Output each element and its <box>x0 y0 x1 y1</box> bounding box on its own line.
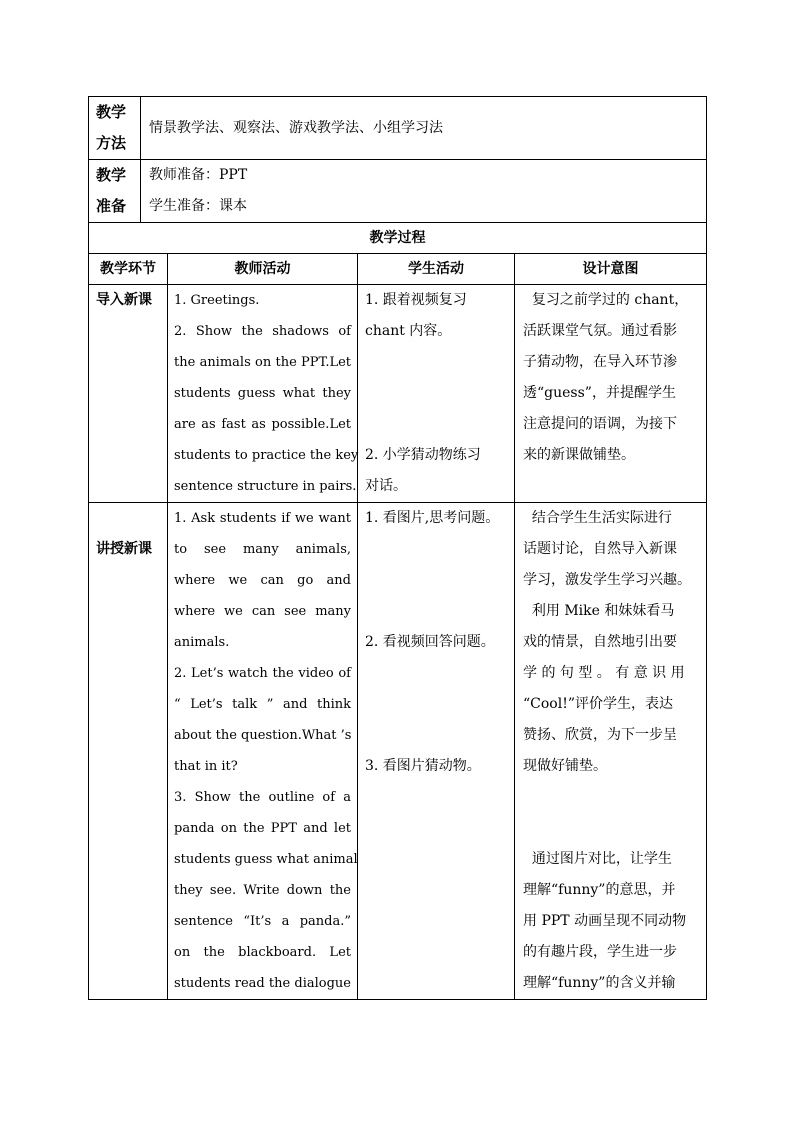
prep-value <box>141 160 707 223</box>
table-row <box>89 503 707 1000</box>
table-row <box>89 285 707 503</box>
teacher-activity-cell: 1. Greetings. 2. Show the shadows of the animals on the PPT.Let students guess what they are as fast as possible.Let students to practice the key sentence structure in pairs. <box>168 285 358 503</box>
process-title-row <box>89 223 707 254</box>
col-teacher-header: 教师活动 <box>168 254 358 285</box>
prep-label: 教学 准备 <box>89 160 141 223</box>
col-stage-header: 教学环节 <box>89 254 168 285</box>
process-title: 教学过程 <box>89 223 707 254</box>
col-design-header: 设计意图 <box>515 254 707 285</box>
method-row <box>89 97 707 160</box>
design-intent-cell: 结合学生生活实际进行 话题讨论，自然导入新课 学习，激发学生学习兴趣。 利用 Mike 和妹妹看马 戏的情景，自然地引出要 学 的 句 型 。 有 意 识 用 “Cool!”评价学生，表达 赞扬、欣赏，为下一步呈 现做好铺垫。 通过图片对比，让学生 理解“funny”的意思，并 用 PPT 动画呈现不同动物 的有趣片段，学生进一步 理解“funny”的含义并输 <box>515 503 707 1000</box>
design-intent-cell: 复习之前学过的 chant， 活跃课堂气氛。通过看影 子猜动物，在导入环节渗 透“guess”，并提醒学生 注意提问的语调，为接下 来的新课做铺垫。 <box>515 285 707 503</box>
student-activity-cell: 1. 看图片,思考问题。 2. 看视频回答问题。 3. 看图片猜动物。 <box>358 503 515 1000</box>
prep-student: 学生准备：课本 <box>149 198 247 214</box>
teacher-activity-cell: 1. Ask students if we want to see many animals, where we can go and where we can see many animals. 2. Let’s watch the video of “ Let’s talk ” and think about the question.What ’s that in it? 3. Show the outline of a panda on the PPT and let students guess what animal they see. Write down the sentence “It’s a panda.” on the blackboard. Let students read the dialogue <box>168 503 358 1000</box>
prep-teacher: 教师准备：PPT <box>149 167 248 183</box>
method-value: 情景教学法、观察法、游戏教学法、小组学习法 <box>141 97 707 160</box>
stage-cell: 导入新课 <box>89 285 168 503</box>
lesson-plan-sheet <box>88 96 706 1000</box>
method-label: 教学 方法 <box>89 97 141 160</box>
stage-cell: 讲授新课 <box>89 503 168 1000</box>
column-header-row <box>89 254 707 285</box>
student-activity-cell: 1. 跟着视频复习 chant 内容。 2. 小学猜动物练习 对话。 <box>358 285 515 503</box>
lesson-plan-table <box>88 96 707 1000</box>
prep-row <box>89 160 707 223</box>
col-student-header: 学生活动 <box>358 254 515 285</box>
